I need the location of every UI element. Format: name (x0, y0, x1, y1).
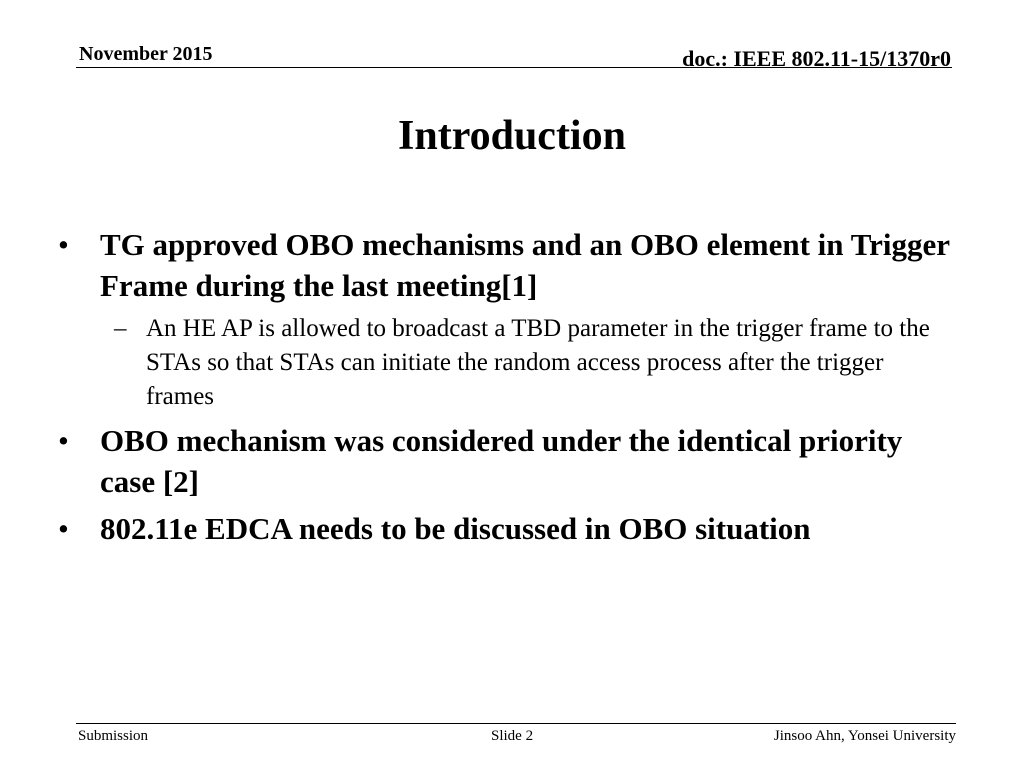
footer-divider (76, 723, 956, 724)
slide-body (58, 224, 958, 555)
bullet-icon: • (58, 511, 69, 546)
dash-icon: – (114, 315, 127, 342)
footer-author: Jinsoo Ahn, Yonsei University (773, 728, 956, 744)
footer-submission: Submission (78, 728, 149, 744)
bullet-text: 802.11e EDCA needs to be discussed in OBO situation (100, 511, 811, 546)
bullet-text: OBO mechanism was considered under the identical priority case [2] (100, 423, 903, 499)
sub-bullet-text: An HE AP is allowed to broadcast a TBD parameter in the trigger frame to the STAs so that STAs can initiate the random access process after the trigger frames (146, 315, 930, 410)
header-date: November 2015 (79, 43, 213, 65)
header-doc-id: doc.: IEEE 802.11-15/1370r0 (682, 46, 951, 71)
sub-bullet-item (114, 312, 954, 414)
bullet-text: TG approved OBO mechanisms and an OBO element in Trigger Frame during the last meeting[1] (100, 227, 950, 303)
bullet-item (58, 508, 958, 549)
slide-title: Introduction (398, 113, 626, 159)
bullet-icon: • (58, 227, 69, 262)
footer-slide-number: Slide 2 (491, 728, 534, 744)
header-divider (76, 67, 952, 68)
bullet-item (58, 420, 958, 502)
bullet-icon: • (58, 423, 69, 458)
bullet-item (58, 224, 958, 306)
